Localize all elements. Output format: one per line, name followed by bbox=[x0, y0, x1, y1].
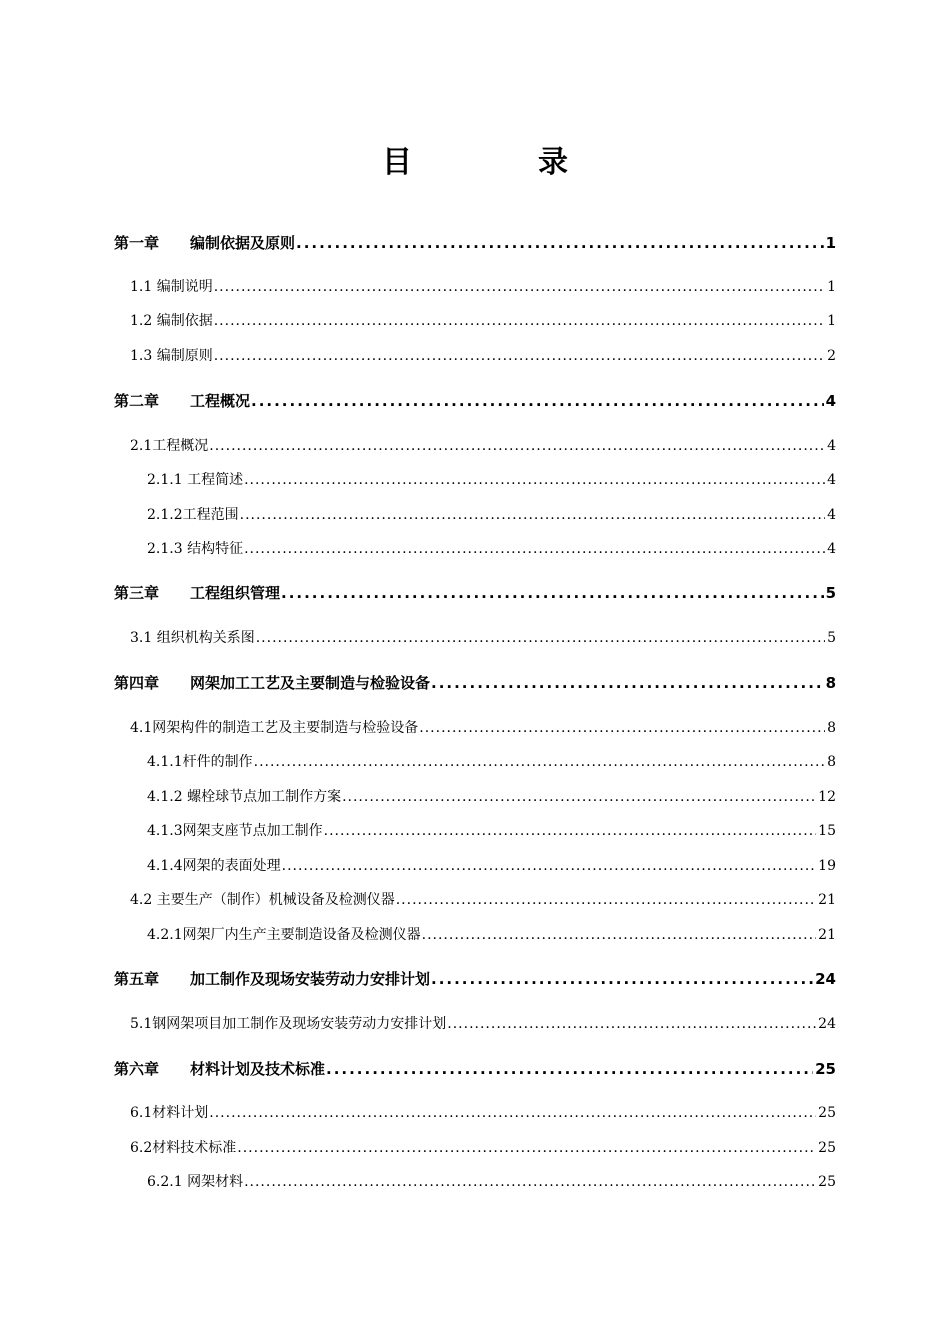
toc-entry-text: 编制说明 bbox=[156, 279, 213, 295]
toc-entry-page: 12 bbox=[818, 789, 836, 805]
toc-entry-page: 19 bbox=[818, 858, 836, 874]
dot-leader bbox=[209, 436, 825, 456]
toc-entry-6-1[interactable] bbox=[130, 1103, 836, 1123]
toc-entry-page: 4 bbox=[827, 541, 836, 557]
toc-entry-4-2[interactable] bbox=[130, 890, 836, 910]
toc-entry-number: 2.1.2 bbox=[147, 507, 183, 523]
toc-entry-page: 4 bbox=[827, 507, 836, 523]
dot-leader bbox=[342, 787, 816, 807]
toc-entry-number: 第四章 bbox=[114, 674, 160, 692]
page-title: 目 录 bbox=[382, 145, 616, 180]
toc-entry-number: 4.1 bbox=[130, 720, 153, 736]
toc-entry-1-1[interactable] bbox=[130, 277, 836, 297]
toc-entry-page: 25 bbox=[818, 1140, 836, 1156]
toc-entry-text: 加工制作及现场安装劳动力安排计划 bbox=[190, 970, 431, 988]
dot-leader bbox=[326, 1059, 813, 1079]
dot-leader bbox=[251, 391, 824, 411]
toc-entry-6-2[interactable] bbox=[130, 1138, 836, 1158]
toc-entry-text: 材料技术标准 bbox=[152, 1140, 237, 1156]
toc-entry-number: 1.2 bbox=[130, 313, 153, 329]
dot-leader bbox=[254, 752, 825, 772]
toc-entry-number: 1.1 bbox=[130, 279, 153, 295]
toc-entry-chapter-2[interactable] bbox=[114, 391, 836, 411]
dot-leader bbox=[214, 346, 825, 366]
toc-entry-text: 螺栓球节点加工制作方案 bbox=[187, 789, 342, 805]
toc-entry-chapter-3[interactable] bbox=[114, 583, 836, 603]
toc-entry-page: 2 bbox=[827, 348, 836, 364]
toc-entry-text: 网架支座节点加工制作 bbox=[182, 823, 323, 839]
toc-entry-number: 2.1.3 bbox=[147, 541, 183, 557]
toc-entry-text: 工程概况 bbox=[152, 438, 209, 454]
dot-leader bbox=[240, 505, 825, 525]
toc-entry-page: 25 bbox=[818, 1174, 836, 1190]
toc-entry-text: 网架厂内生产主要制造设备及检测仪器 bbox=[182, 927, 421, 943]
dot-leader bbox=[422, 925, 817, 945]
toc-entry-page: 8 bbox=[827, 754, 836, 770]
toc-entry-number: 第六章 bbox=[114, 1060, 160, 1078]
toc-entry-page: 1 bbox=[827, 279, 836, 295]
toc-entry-text: 主要生产（制作）机械设备及检测仪器 bbox=[156, 892, 395, 908]
toc-entry-number: 第一章 bbox=[114, 234, 160, 252]
toc-entry-chapter-5[interactable] bbox=[114, 969, 836, 989]
toc-entry-number: 5.1 bbox=[130, 1016, 153, 1032]
dot-leader bbox=[396, 890, 816, 910]
toc-entry-number: 4.1.3 bbox=[147, 823, 183, 839]
toc-entry-text: 编制依据 bbox=[156, 313, 213, 329]
toc-entry-number: 2.1 bbox=[130, 438, 153, 454]
toc-entry-2-1[interactable] bbox=[130, 436, 836, 456]
toc-entry-4-1-1[interactable] bbox=[147, 752, 836, 772]
toc-entry-1-2[interactable] bbox=[130, 311, 836, 331]
dot-leader bbox=[244, 539, 825, 559]
toc-entry-6-2-1[interactable] bbox=[147, 1172, 836, 1192]
toc-entry-text: 结构特征 bbox=[187, 541, 244, 557]
toc-entry-text: 编制原则 bbox=[156, 348, 213, 364]
toc-entry-text: 工程组织管理 bbox=[190, 584, 281, 602]
toc-entry-page: 15 bbox=[818, 823, 836, 839]
toc-entry-number: 第二章 bbox=[114, 392, 160, 410]
toc-entry-4-1[interactable] bbox=[130, 718, 836, 738]
toc-entry-page: 8 bbox=[827, 720, 836, 736]
toc-entry-4-1-4[interactable] bbox=[147, 856, 836, 876]
toc-entry-number: 4.1.4 bbox=[147, 858, 183, 874]
toc-entry-page: 21 bbox=[818, 892, 836, 908]
toc-entry-number: 2.1.1 bbox=[147, 472, 183, 488]
toc-entry-5-1[interactable] bbox=[130, 1014, 836, 1034]
toc-entry-page: 24 bbox=[815, 970, 836, 988]
toc-entry-page: 8 bbox=[825, 674, 836, 692]
dot-leader bbox=[431, 673, 824, 693]
toc-entry-number: 6.2.1 bbox=[147, 1174, 183, 1190]
toc-entry-page: 5 bbox=[827, 630, 836, 646]
dot-leader bbox=[244, 470, 825, 490]
dot-leader bbox=[256, 628, 825, 648]
toc-entry-number: 1.3 bbox=[130, 348, 153, 364]
toc-entry-page: 21 bbox=[818, 927, 836, 943]
toc-entry-text: 钢网架项目加工制作及现场安装劳动力安排计划 bbox=[152, 1016, 447, 1032]
toc-entry-chapter-6[interactable] bbox=[114, 1059, 836, 1079]
toc-entry-page: 24 bbox=[818, 1016, 836, 1032]
toc-entry-number: 4.1.2 bbox=[147, 789, 183, 805]
dot-leader bbox=[214, 277, 825, 297]
toc-entry-page: 5 bbox=[825, 584, 836, 602]
toc-entry-number: 4.2.1 bbox=[147, 927, 183, 943]
toc-entry-text: 编制依据及原则 bbox=[190, 234, 296, 252]
toc-entry-4-2-1[interactable] bbox=[147, 925, 836, 945]
toc-entry-number: 第五章 bbox=[114, 970, 160, 988]
dot-leader bbox=[214, 311, 825, 331]
toc-entry-chapter-4[interactable] bbox=[114, 673, 836, 693]
dot-leader bbox=[237, 1138, 816, 1158]
toc-entry-text: 工程简述 bbox=[187, 472, 244, 488]
toc-entry-number: 4.1.1 bbox=[147, 754, 183, 770]
dot-leader bbox=[244, 1172, 816, 1192]
toc-entry-1-3[interactable] bbox=[130, 346, 836, 366]
toc-entry-page: 4 bbox=[827, 472, 836, 488]
dot-leader bbox=[282, 856, 817, 876]
toc-entry-page: 4 bbox=[827, 438, 836, 454]
toc-entry-4-1-2[interactable] bbox=[147, 787, 836, 807]
toc-entry-text: 网架加工工艺及主要制造与检验设备 bbox=[190, 674, 431, 692]
dot-leader bbox=[324, 821, 817, 841]
toc-entry-text: 工程范围 bbox=[182, 507, 239, 523]
toc-entry-number: 6.2 bbox=[130, 1140, 153, 1156]
toc-entry-text: 网架材料 bbox=[187, 1174, 244, 1190]
toc-entry-text: 工程概况 bbox=[190, 392, 251, 410]
dot-leader bbox=[431, 969, 813, 989]
toc-entry-chapter-1[interactable] bbox=[114, 233, 836, 253]
toc-entry-text: 网架的表面处理 bbox=[182, 858, 281, 874]
toc-entry-2-1-2[interactable] bbox=[147, 505, 836, 525]
toc-entry-2-1-1[interactable] bbox=[147, 470, 836, 490]
toc-entry-page: 25 bbox=[818, 1105, 836, 1121]
toc-entry-4-1-3[interactable] bbox=[147, 821, 836, 841]
dot-leader bbox=[296, 233, 824, 253]
toc-entry-text: 材料计划及技术标准 bbox=[190, 1060, 326, 1078]
toc-entry-text: 组织机构关系图 bbox=[156, 630, 255, 646]
dot-leader bbox=[419, 718, 825, 738]
toc-entry-number: 第三章 bbox=[114, 584, 160, 602]
toc-entry-number: 6.1 bbox=[130, 1105, 153, 1121]
dot-leader bbox=[447, 1014, 816, 1034]
toc-entry-number: 4.2 bbox=[130, 892, 153, 908]
toc-entry-page: 25 bbox=[815, 1060, 836, 1078]
toc-entry-text: 网架构件的制造工艺及主要制造与检验设备 bbox=[152, 720, 419, 736]
toc-entry-3-1[interactable] bbox=[130, 628, 836, 648]
toc-entry-page: 1 bbox=[827, 313, 836, 329]
toc-entry-page: 4 bbox=[825, 392, 836, 410]
toc-entry-number: 3.1 bbox=[130, 630, 153, 646]
toc-entry-text: 杆件的制作 bbox=[182, 754, 253, 770]
dot-leader bbox=[209, 1103, 816, 1123]
dot-leader bbox=[281, 583, 824, 603]
toc-entry-page: 1 bbox=[825, 234, 836, 252]
toc-entry-text: 材料计划 bbox=[152, 1105, 209, 1121]
toc-entry-2-1-3[interactable] bbox=[147, 539, 836, 559]
